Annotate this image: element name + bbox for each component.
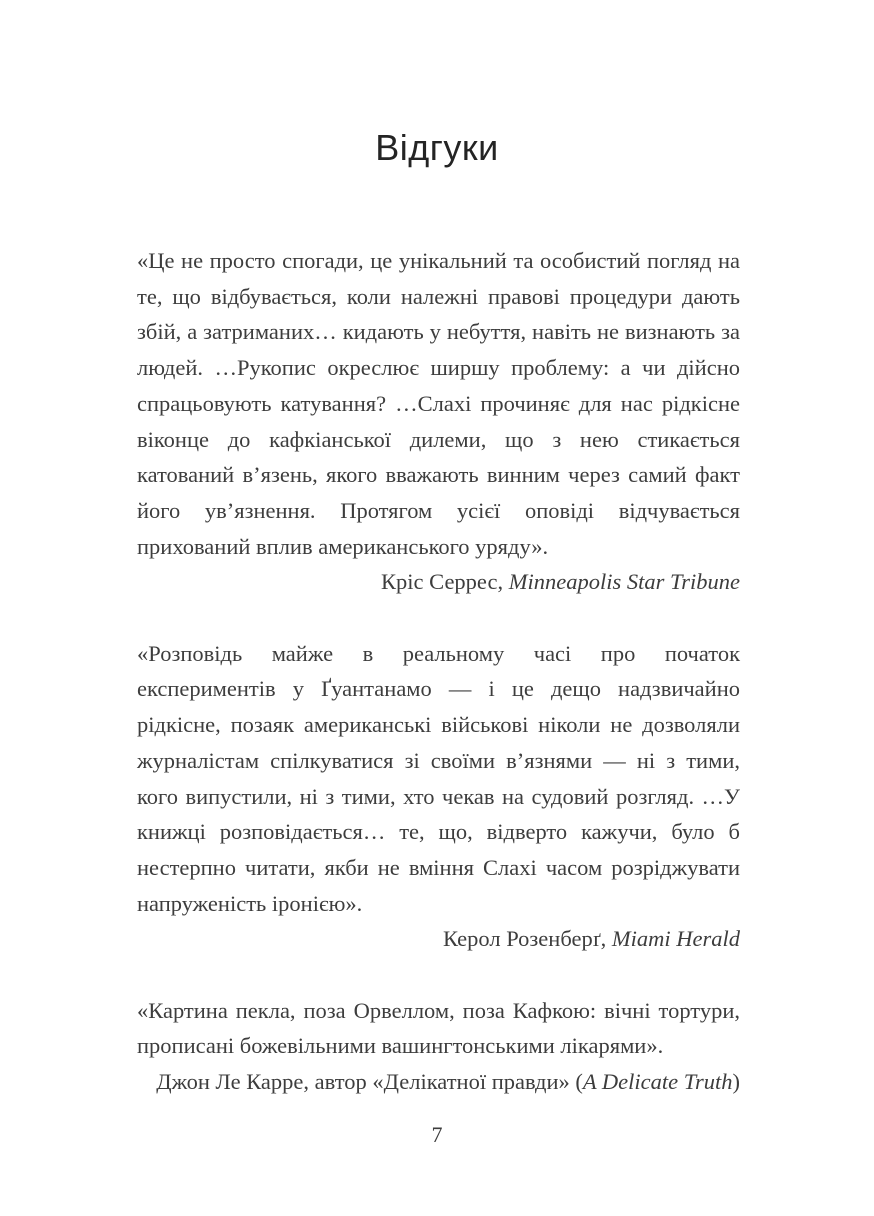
page-number: 7 xyxy=(431,1122,443,1147)
page-title: Відгуки xyxy=(375,127,499,169)
attribution-name: Кріс Серрес, xyxy=(381,569,509,595)
attribution-name: Керол Розенберґ, xyxy=(443,926,612,952)
review-attribution xyxy=(137,564,740,600)
reviews-content xyxy=(137,243,740,1100)
attribution-suffix: ) xyxy=(732,1069,740,1095)
attribution-name: Джон Ле Карре, автор «Делікатної правди» ( xyxy=(156,1069,583,1095)
review-quote: «Картина пекла, поза Орвеллом, поза Кафкою: вічні тортури, прописані божевільними вашингтонськими лікарями». xyxy=(137,997,740,1059)
review-block xyxy=(137,636,740,957)
attribution-source: Minneapolis Star Tribune xyxy=(508,569,740,595)
review-quote: «Розповідь майже в реальному часі про початок експериментів у Ґуантанамо — і це дещо надзвичайно рідкісне, позаяк американські військові ніколи не дозволяли журналістам спілкуватися зі своїми в’язнями — ні з тими, кого випустили, ні з тими, хто чекав на судовий розгляд. …У книжці розповідається… те, що, відверто кажучи, було б нестерпно читати, якби не вміння Слахі часом розріджувати напруженість іронією». xyxy=(137,640,740,916)
review-attribution xyxy=(137,1064,740,1100)
review-block xyxy=(137,243,740,600)
review-block xyxy=(137,993,740,1100)
review-quote: «Це не просто спогади, це унікальний та особистий погляд на те, що відбувається, коли належні правові процедури дають збій, а затриманих… кидають у небуття, навіть не визнають за людей. …Рукопис окреслює ширшу проблему: а чи дійсно спрацьовують катування? …Слахі прочиняє для нас рідкісне віконце до кафкіанської дилеми, що з нею стикається катований в’язень, якого вважають винним через самий факт його ув’язнення. Протягом усієї оповіді відчувається прихований вплив американського уряду». xyxy=(137,248,740,559)
attribution-source: A Delicate Truth xyxy=(582,1069,733,1095)
review-attribution xyxy=(137,921,740,957)
attribution-source: Miami Herald xyxy=(611,926,740,952)
